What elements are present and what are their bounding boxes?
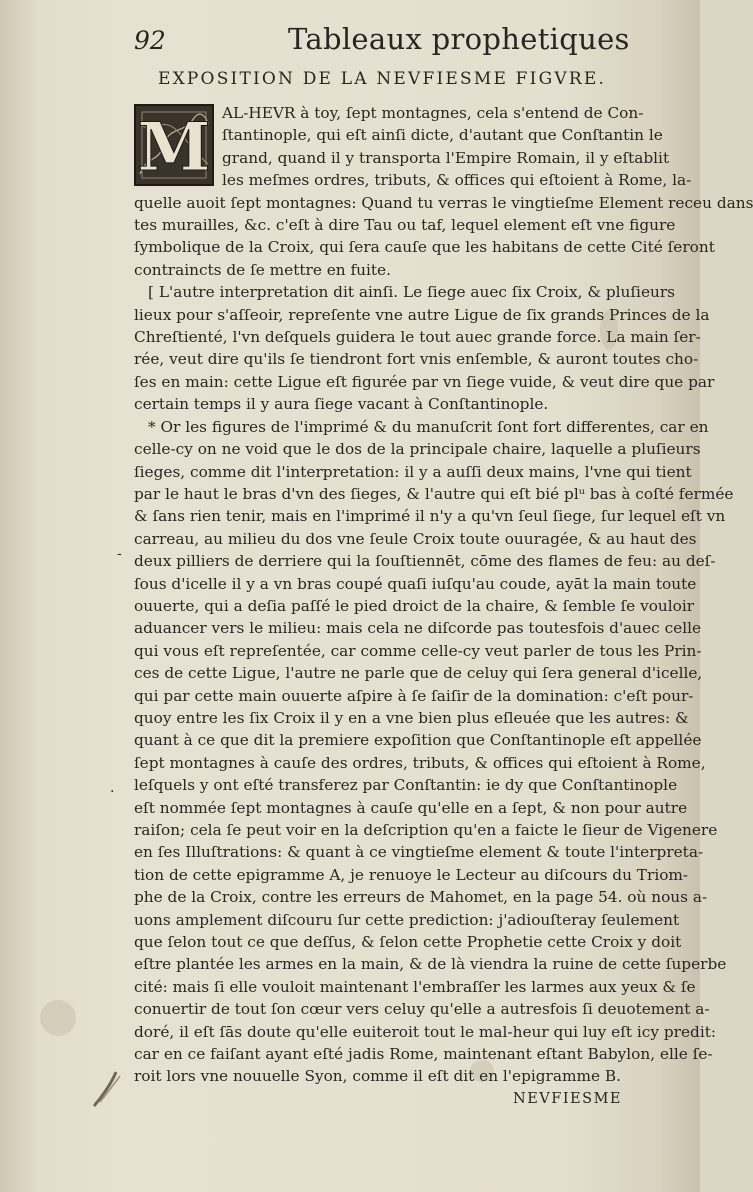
margin-mark: -: [117, 546, 122, 562]
text-line: eſt nommée ſept montagnes à cauſe qu'elle en a ſept, & non pour autre: [134, 798, 688, 817]
text-line: ſieges, comme dit l'interpretation: il y a auſſi deux mains, l'vne qui tient: [134, 462, 692, 481]
text-line: & ſans rien tenir, mais en l'imprimé il n'y a qu'vn ſeul ſiege, ſur lequel eſt vn: [134, 507, 726, 526]
text-line: rée, veut dire qu'ils ſe tiendront fort vnis enſemble, & auront toutes cho-: [134, 350, 699, 369]
text-line: ſes en main: cette Ligue eſt figurée par vn ſiege vuide, & veut dire que par: [134, 372, 715, 391]
text-line: raiſon; cela ſe peut voir en la deſcription qu'en a faicte le ſieur de Vigenere: [134, 821, 718, 839]
text-line: ſept montagnes à cauſe des ordres, tributs, & offices qui eſtoient à Rome,: [134, 753, 706, 772]
text-line: qui vous eſt repreſentée, car comme celle-cy veut parler de tous les Prin-: [134, 641, 702, 660]
text-line: car en ce faiſant ayant eſté jadis Rome, maintenant eſtant Babylon, elle ſe-: [134, 1045, 713, 1064]
text-line: AL-HEVR à toy, ſept montagnes, cela s'entend de Con-: [222, 104, 644, 122]
text-line: quant à ce que dit la premiere expoſition que Conſtantinople eſt appellée: [134, 731, 702, 750]
ink-smudge: [86, 1068, 126, 1112]
text-line: doré, il eſt ſās doute qu'elle euiteroit tout le mal-heur qui luy eſt icy predit:: [134, 1022, 717, 1041]
text-line: certain temps il y aura ſiege vacant à Conſtantinople.: [134, 395, 549, 414]
text-line: tion de cette epigramme A, je renuoye le Lecteur au diſcours du Triom-: [134, 865, 689, 884]
text-line: uons amplement diſcouru ſur cette prediction: j'adiouſteray ſeulement: [134, 910, 680, 929]
drop-cap-letter: M: [137, 108, 211, 186]
text-line: carreau, au milieu du dos vne ſeule Croix toute ouuragée, & au haut des: [134, 529, 697, 548]
text-line: roit lors vne nouuelle Syon, comme il eſt dit en l'epigramme B.: [134, 1067, 622, 1086]
text-line: celle-cy on ne void que le dos de la principale chaire, laquelle a pluſieurs: [134, 440, 701, 459]
text-line: grand, quand il y transporta l'Empire Romain, il y eſtablit: [222, 148, 670, 167]
text-line: ſtantinople, qui eſt ainſi dicte, d'autant que Conſtantin le: [222, 126, 663, 145]
catchword: NEVFIESME: [513, 1090, 622, 1107]
text-line: tes murailles, &c. c'eſt à dire Tau ou taf, lequel element eſt vne figure: [134, 216, 676, 235]
page-number: 92: [134, 26, 166, 55]
margin-mark: .: [110, 780, 115, 796]
text-line: en ſes Illuſtrations: & quant à ce vingtieſme element & toute l'interpreta-: [134, 843, 704, 862]
text-line: phe de la Croix, contre les erreurs de Mahomet, en la page 54. où nous a-: [134, 888, 708, 907]
text-line: ſymbolique de la Croix, qui ſera cauſe que les habitans de cette Cité ſeront: [134, 238, 715, 257]
text-line: cité: mais ſi elle vouloit maintenant l'embraſſer les larmes aux yeux & ſe: [134, 977, 696, 996]
text-line: * Or les figures de l'imprimé & du manuſcrit ſont fort differentes, car en: [148, 417, 709, 436]
text-line: eſtre plantée les armes en la main, & de là viendra la ruine de cette ſuperbe: [134, 955, 727, 974]
text-line: aduancer vers le milieu: mais cela ne diſcorde pas toutesfois d'auec celle: [134, 619, 702, 638]
running-title: Tableaux prophetiques: [288, 22, 630, 56]
text-line: Chreſtienté, l'vn deſquels guidera le tout auec grande force. La main ſer-: [134, 328, 701, 347]
text-line: leſquels y ont eſté transferez par Conſtantin: ie dy que Conſtantinople: [134, 776, 678, 795]
text-line: quoy entre les ſix Croix il y en a vne bien plus eſleuée que les autres: &: [134, 708, 689, 727]
text-line: lieux pour s'aſſeoir, repreſente vne autre Ligue de ſix grands Princes de la: [134, 305, 710, 324]
paper-stain: [40, 1000, 76, 1036]
text-line: deux pilliers de derriere qui la ſouſtiennēt, cōme des flames de feu: au deſ-: [134, 552, 716, 571]
text-line: par le haut le bras d'vn des ſieges, & l'autre qui eſt bié plᵘ bas à coſté fermée: [134, 484, 734, 503]
body-text: [134, 102, 753, 1110]
text-line: les meſmes ordres, tributs, & offices qui eſtoient à Rome, la-: [222, 171, 692, 190]
text-line: contraincts de ſe mettre en fuite.: [134, 260, 391, 279]
text-line: ces de cette Ligue, l'autre ne parle que de celuy qui ſera general d'icelle,: [134, 664, 703, 683]
text-line: conuertir de tout ſon cœur vers celuy qu'elle a autresfois ſi deuotement a-: [134, 1000, 710, 1019]
text-line: qui par cette main ouuerte aſpire à ſe ſaiſir de la domination: c'eſt pour-: [134, 686, 694, 705]
text-line: [ L'autre interpretation dit ainſi. Le ſiege auec ſix Croix, & pluſieurs: [148, 283, 676, 302]
ornamental-drop-cap: [134, 104, 214, 186]
text-line: quelle auoit ſept montagnes: Quand tu verras le vingtieſme Element receu dans: [134, 193, 753, 212]
text-line: que ſelon tout ce que deſſus, & ſelon cette Prophetie cette Croix y doit: [134, 933, 682, 952]
text-line: ouuerte, qui a deſia paſſé le pied droict de la chaire, & ſemble ſe vouloir: [134, 596, 695, 615]
section-heading: EXPOSITION DE LA NEVFIESME FIGVRE.: [158, 69, 607, 89]
text-line: ſous d'icelle il y a vn bras coupé quaſi iuſqu'au coude, ayāt la main toute: [134, 574, 697, 593]
